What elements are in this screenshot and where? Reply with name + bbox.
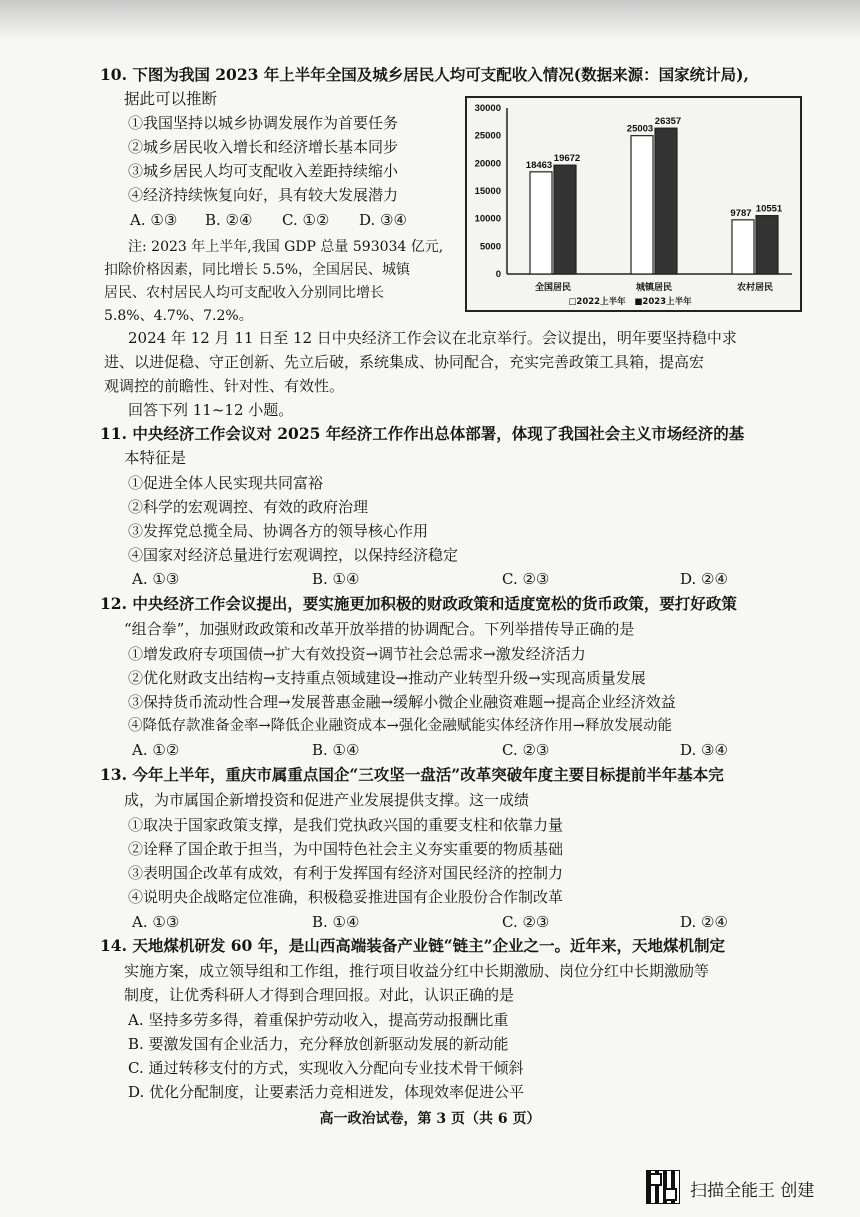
q13-item-2: ②诠释了国企敢于担当，为中国特色社会主义夯实重要的物质基础 <box>128 840 564 858</box>
data-label: 25003 <box>626 123 654 135</box>
y-tick-label: 25000 <box>474 130 501 142</box>
bar-2022-2 <box>732 220 754 274</box>
q12-item-1: ①增发政府专项国债→扩大有效投资→调节社会总需求→激发经济活力 <box>128 645 586 663</box>
q14-title: 14. 天地煤机研发 60 年，是山西高端装备产业链“链主”企业之一。近年来，天地煤机制定 <box>100 936 726 955</box>
q10-item-1: ①我国坚持以城乡协调发展作为首要任务 <box>128 114 399 132</box>
q13-option-d[interactable]: D. ②④ <box>680 913 728 931</box>
q11-option-c[interactable]: C. ②③ <box>502 570 550 588</box>
q13-title-cont: 成，为市属国企新增投资和促进产业发展提供支撑。这一成绩 <box>124 791 530 809</box>
passage-line-4: 回答下列 11~12 小题。 <box>128 401 294 419</box>
q12-item-3: ③保持货币流动性合理→发展普惠金融→缓解小微企业融资难题→提高企业经济效益 <box>128 693 676 711</box>
scanner-watermark <box>646 1170 846 1204</box>
data-label: 19672 <box>553 153 581 165</box>
passage-line-1: 2024 年 12 月 11 日至 12 日中央经济工作会议在北京举行。会议提出，明年要坚持稳中求 <box>128 329 737 347</box>
q13-option-a[interactable]: A. ①③ <box>132 913 180 931</box>
legend-2022: □2022上半年 <box>568 297 626 307</box>
q10-item-2: ②城乡居民收入增长和经济增长基本同步 <box>128 138 399 156</box>
x-category-label: 全国居民 <box>534 283 572 293</box>
y-tick-label: 20000 <box>474 158 501 170</box>
q10-note-2: 扣除价格因素，同比增长 5.5%，全国居民、城镇 <box>104 262 411 278</box>
q10-option-a[interactable]: A. ①③ <box>130 211 178 229</box>
data-label: 18463 <box>525 159 553 171</box>
q10-title-cont: 据此可以推断 <box>124 90 218 108</box>
y-tick-label: 0 <box>495 269 501 280</box>
qr-code-icon <box>646 1170 680 1204</box>
income-chart-svg <box>467 98 800 310</box>
q12-option-d[interactable]: D. ③④ <box>680 741 728 759</box>
page-footer: 高一政治试卷，第 3 页（共 6 页） <box>319 1111 541 1127</box>
q11-option-b[interactable]: B. ①④ <box>312 570 360 588</box>
passage-line-2: 进、以进促稳、守正创新、先立后破，系统集成、协同配合，充实完善政策工具箱，提高宏 <box>104 353 705 371</box>
q10-note-4: 5.8%、4.7%、7.2%。 <box>104 308 253 324</box>
income-chart <box>465 96 802 312</box>
x-category-label: 城镇居民 <box>635 283 673 293</box>
q13-option-c[interactable]: C. ②③ <box>502 913 550 931</box>
q14-option-d[interactable]: D. 优化分配制度，让要素活力竞相迸发，体现效率促进公平 <box>128 1083 525 1101</box>
y-tick-label: 30000 <box>474 103 501 114</box>
q10-note-1: 注: 2023 年上半年,我国 GDP 总量 593034 亿元, <box>128 239 444 255</box>
data-label: 10551 <box>755 203 783 215</box>
bar-2023-1 <box>655 128 677 274</box>
q11-item-4: ④国家对经济总量进行宏观调控，以保持经济稳定 <box>128 546 459 564</box>
q10-option-c[interactable]: C. ①② <box>282 211 330 229</box>
q13-item-1: ①取决于国家政策支撑，是我们党执政兴国的重要支柱和依靠力量 <box>128 816 564 834</box>
q14-title-cont2: 制度，让优秀科研人才得到合理回报。对此，认识正确的是 <box>124 986 515 1004</box>
q12-option-a[interactable]: A. ①② <box>132 741 180 759</box>
passage-line-3: 观调控的前瞻性、针对性、有效性。 <box>104 377 345 395</box>
q10-item-4: ④经济持续恢复向好，具有较大发展潜力 <box>128 186 399 204</box>
y-tick-label: 15000 <box>474 186 501 197</box>
q10-option-d[interactable]: D. ③④ <box>359 211 407 229</box>
bar-2022-0 <box>530 172 552 274</box>
bar-2022-1 <box>631 136 653 274</box>
q11-item-1: ①促进全体人民实现共同富裕 <box>128 474 324 492</box>
q11-title-cont: 本特征是 <box>124 449 187 467</box>
q12-title: 12. 中央经济工作会议提出，要实施更加积极的财政政策和适度宽松的货币政策，要打好政策 <box>100 594 737 613</box>
watermark-text: 扫描全能王 创建 <box>690 1181 815 1201</box>
legend-2023: ■2023上半年 <box>634 297 692 307</box>
x-category-label: 农村居民 <box>736 283 774 293</box>
bar-2023-0 <box>554 165 576 274</box>
data-label: 26357 <box>654 116 682 128</box>
bar-2023-2 <box>756 216 778 274</box>
q14-option-c[interactable]: C. 通过转移支付的方式，实现收入分配向专业技术骨干倾斜 <box>128 1059 524 1077</box>
q10-item-3: ③城乡居民人均可支配收入差距持续缩小 <box>128 162 399 180</box>
q10-title: 10. 下图为我国 2023 年上半年全国及城乡居民人均可支配收入情况(数据来源：国家统计局), <box>100 65 749 84</box>
q12-option-c[interactable]: C. ②③ <box>502 741 550 759</box>
q13-option-b[interactable]: B. ①④ <box>312 913 360 931</box>
q10-note-3: 居民、农村居民人均可支配收入分别同比增长 <box>104 285 384 301</box>
y-tick-label: 5000 <box>479 241 501 253</box>
q14-title-cont: 实施方案，成立领导组和工作组，推行项目收益分红中长期激励、岗位分红中长期激励等 <box>124 962 710 980</box>
data-label: 9787 <box>730 207 752 219</box>
q14-option-a[interactable]: A. 坚持多劳多得，着重保护劳动收入，提高劳动报酬比重 <box>128 1011 509 1029</box>
q14-option-b[interactable]: B. 要激发国有企业活力，充分释放创新驱动发展的新动能 <box>128 1035 509 1053</box>
q12-item-4: ④降低存款准备金率→降低企业融资成本→强化金融赋能实体经济作用→释放发展动能 <box>128 718 672 734</box>
q12-title-cont: “组合拳”，加强财政政策和改革开放举措的协调配合。下列举措传导正确的是 <box>124 620 635 638</box>
q10-option-b[interactable]: B. ②④ <box>205 211 253 229</box>
q13-title: 13. 今年上半年，重庆市属重点国企“三攻坚一盘活”改革突破年度主要目标提前半年基本完 <box>100 765 724 784</box>
q13-item-3: ③表明国企改革有成效，有利于发挥国有经济对国民经济的控制力 <box>128 864 564 882</box>
q12-item-2: ②优化财政支出结构→支持重点领域建设→推动产业转型升级→实现高质量发展 <box>128 669 646 687</box>
scan-shadow <box>0 0 860 40</box>
q11-option-a[interactable]: A. ①③ <box>132 570 180 588</box>
q11-item-2: ②科学的宏观调控、有效的政府治理 <box>128 498 369 516</box>
y-tick-label: 10000 <box>474 213 501 225</box>
q11-option-d[interactable]: D. ②④ <box>680 570 728 588</box>
q11-title: 11. 中央经济工作会议对 2025 年经济工作作出总体部署，体现了我国社会主义市场经济的基 <box>100 424 745 443</box>
q12-option-b[interactable]: B. ①④ <box>312 741 360 759</box>
q11-item-3: ③发挥党总揽全局、协调各方的领导核心作用 <box>128 522 429 540</box>
q13-item-4: ④说明央企战略定位准确，积极稳妥推进国有企业股份合作制改革 <box>128 888 564 906</box>
